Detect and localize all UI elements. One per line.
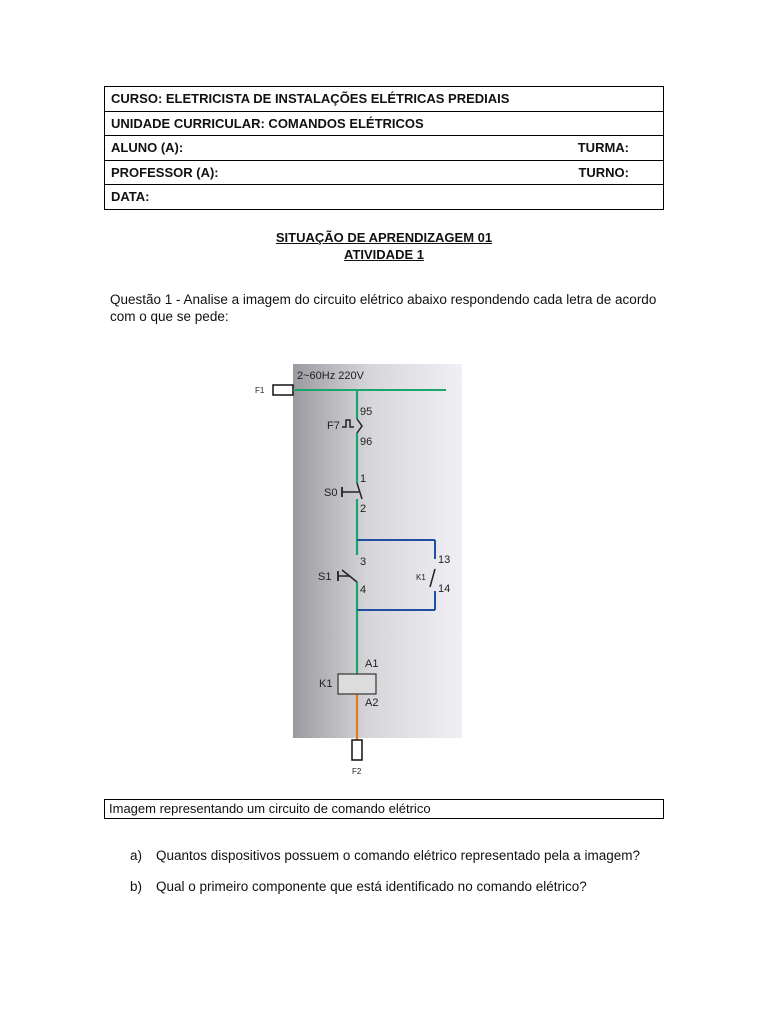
terminal-95: 95 [360, 406, 373, 418]
circuit-figure [250, 362, 480, 782]
question-item-a [130, 848, 650, 865]
aluno-row [105, 136, 664, 161]
terminal-4: 4 [360, 584, 367, 596]
terminal-3: 3 [360, 556, 367, 568]
item-a-mark: a) [130, 848, 143, 863]
terminal-2: 2 [360, 503, 367, 515]
supply-label: 2~60Hz 220V [297, 370, 364, 382]
s1-label: S1 [318, 571, 332, 583]
terminal-1: 1 [360, 473, 367, 485]
f7-label: F7 [327, 420, 340, 432]
unidade-cell: UNIDADE CURRICULAR: COMANDOS ELÉTRICOS [105, 111, 664, 136]
k1-coil [338, 674, 376, 694]
terminal-a1: A1 [365, 658, 379, 670]
question-items [130, 848, 650, 909]
terminal-14: 14 [438, 583, 451, 595]
professor-row [105, 160, 664, 185]
fuse-f1 [273, 385, 293, 395]
situacao-title: SITUAÇÃO DE APRENDIZAGEM 01 [275, 230, 493, 245]
question-item-b [130, 879, 650, 896]
curso-cell: CURSO: ELETRICISTA DE INSTALAÇÕES ELÉTRICAS PREDIAIS [105, 87, 664, 112]
figure-caption: Imagem representando um circuito de comando elétrico [104, 799, 664, 819]
aluno-label: ALUNO (A): [111, 140, 184, 156]
terminal-96: 96 [360, 436, 373, 448]
turma-label: TURMA: [577, 140, 629, 156]
f1-label: F1 [255, 386, 265, 395]
header-table [104, 86, 664, 210]
item-b-mark: b) [130, 878, 143, 894]
terminal-a2: A2 [365, 697, 379, 709]
atividade-title: ATIVIDADE 1 [344, 247, 424, 262]
data-cell: DATA: [105, 185, 664, 210]
item-b-text: Qual o primeiro componente que está identificado no comando elétrico? [156, 878, 587, 894]
k1-coil-label: K1 [319, 678, 333, 690]
item-a-text: Quantos dispositivos possuem o comando elétrico representado pela a imagem? [156, 848, 641, 863]
circuit-diagram [250, 362, 480, 782]
professor-label: PROFESSOR (A): [111, 164, 219, 180]
f2-label: F2 [352, 767, 362, 776]
question-intro: Questão 1 - Analise a imagem do circuito elétrico abaixo respondendo cada letra de acordo com o que se pede: [110, 292, 657, 324]
fuse-f2 [352, 740, 362, 760]
turno-label: TURNO: [578, 164, 629, 180]
s0-label: S0 [324, 487, 338, 499]
k1-contact-label: K1 [416, 573, 426, 582]
terminal-13: 13 [438, 554, 451, 566]
